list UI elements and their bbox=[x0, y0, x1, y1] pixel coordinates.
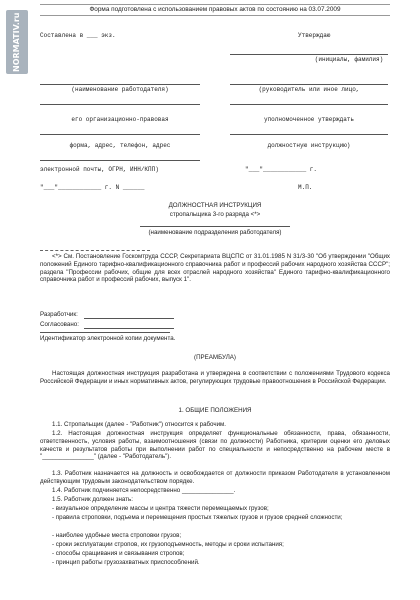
approve-line bbox=[230, 54, 388, 55]
para-1-4: 1.4. Работник подчиняется непосредственно _______________. bbox=[52, 487, 236, 494]
org-form-line bbox=[40, 104, 200, 105]
knowledge-item: - сроки эксплуатации стропов, их грузоподъемность, методы и сроки испытания; bbox=[52, 541, 284, 548]
instruction-line bbox=[230, 134, 388, 135]
address-line bbox=[40, 134, 200, 135]
eid-label: Идентификатор электронной копии документа. bbox=[40, 335, 176, 342]
footnote-text: <*> См. Постановление Госкомтруда СССР, Секретариата ВЦСПС от 31.01.1985 N 31/3-30 "Об утверждении "Общих положений Единого тарифно-квалификационного справочника работ и профессий рабочих народного хозяйства СССР"; раздела "Профессии рабочих, общие для всех отраслей народного хозяйства" Единого тарифно-квалификационного справочника работ и профессий рабочих, выпуск 1". bbox=[40, 253, 390, 284]
knowledge-item: - наиболее удобные места строповки грузов; bbox=[52, 532, 182, 539]
email-line bbox=[40, 160, 200, 161]
stamp-place: М.П. bbox=[298, 184, 313, 191]
knowledge-item: - способы сращивания и связывания стропов; bbox=[52, 550, 185, 557]
initials-label: (инициалы, фамилия) bbox=[314, 56, 384, 63]
approve-label: Утверждаю bbox=[298, 32, 331, 39]
org-form-label: его организационно-правовая bbox=[71, 116, 169, 123]
head-line bbox=[230, 84, 388, 85]
developer-line bbox=[84, 318, 174, 319]
developer-label: Разработчик: bbox=[40, 311, 78, 318]
agreed-label: Согласовано: bbox=[40, 321, 79, 328]
doc-title: ДОЛЖНОСТНАЯ ИНСТРУКЦИЯ bbox=[168, 202, 262, 209]
preamble-title: (ПРЕАМБУЛА) bbox=[194, 354, 236, 361]
knowledge-item: - принцип работы грузозахватных приспособлений. bbox=[52, 559, 200, 566]
doc-date-number: "___"____________ г. N ______ bbox=[40, 184, 145, 191]
employer-line bbox=[40, 84, 200, 85]
preamble-text: Настоящая должностная инструкция разработана и утверждена в соответствии с положениями Трудового кодекса Российской Федерации и иных нормативных актов, регулирующих трудовые правоотношения в Российской Федерации. bbox=[40, 370, 390, 385]
authorized-line bbox=[230, 104, 388, 105]
para-1-3: 1.3. Работник назначается на должность и освобождается от должности приказом Работодателя в установленном действующим трудовым законодательством порядке. bbox=[40, 470, 390, 485]
department-label: (наименование подразделения работодателя) bbox=[148, 229, 282, 236]
para-1-1: 1.1. Стропальщик (далее - "Работник") относится к рабочим. bbox=[52, 421, 227, 428]
email-label: электронной почты, ОГРН, ИНН/КПП) bbox=[40, 166, 159, 173]
knowledge-item: - правила строповки, подъема и перемещения простых тяжелых грузов и грузов средней сложности; bbox=[52, 514, 343, 521]
form-note: Форма подготовлена с использованием правовых актов по состоянию на 03.07.2009 bbox=[40, 4, 390, 16]
para-1-5: 1.5. Работник должен знать: bbox=[52, 496, 133, 503]
agreed-line bbox=[84, 328, 174, 329]
para-1-2: 1.2. Настоящая должностная инструкция определяет функциональные обязанности, права, обязанности, ответственность, условия работы, взаимоотношения (связи по должности) Работника, критерии оценки его деловых качеств и результатов работы при выполнении работ по специальности и непосредственно на рабочем месте в "_______________" (далее - "Работодатель"). bbox=[40, 430, 390, 461]
head-label: (руководитель или иное лицо, bbox=[258, 86, 360, 93]
approve-date: "___"____________ г. bbox=[245, 166, 318, 173]
department-line bbox=[140, 226, 290, 227]
section1-title: 1. ОБЩИЕ ПОЛОЖЕНИЯ bbox=[178, 407, 252, 414]
address-label: форма, адрес, телефон, адрес bbox=[69, 142, 171, 149]
watermark-text: NORMATIV.ru bbox=[12, 12, 21, 72]
footnote-separator bbox=[40, 250, 150, 251]
eid-line bbox=[40, 332, 170, 333]
knowledge-item: - визуальное определение массы и центра тяжести перемещаемых грузов; bbox=[52, 505, 269, 512]
copies-label: Составлена в ___ экз. bbox=[40, 32, 116, 39]
watermark-logo bbox=[6, 10, 28, 74]
doc-subtitle: стропальщика 3-го разряда <*> bbox=[169, 211, 261, 218]
employer-name-label: (наименование работодателя) bbox=[71, 86, 169, 93]
instruction-label: должностную инструкцию) bbox=[267, 142, 351, 149]
eid-row bbox=[40, 335, 390, 343]
authorized-label: уполномоченное утверждать bbox=[263, 116, 354, 123]
